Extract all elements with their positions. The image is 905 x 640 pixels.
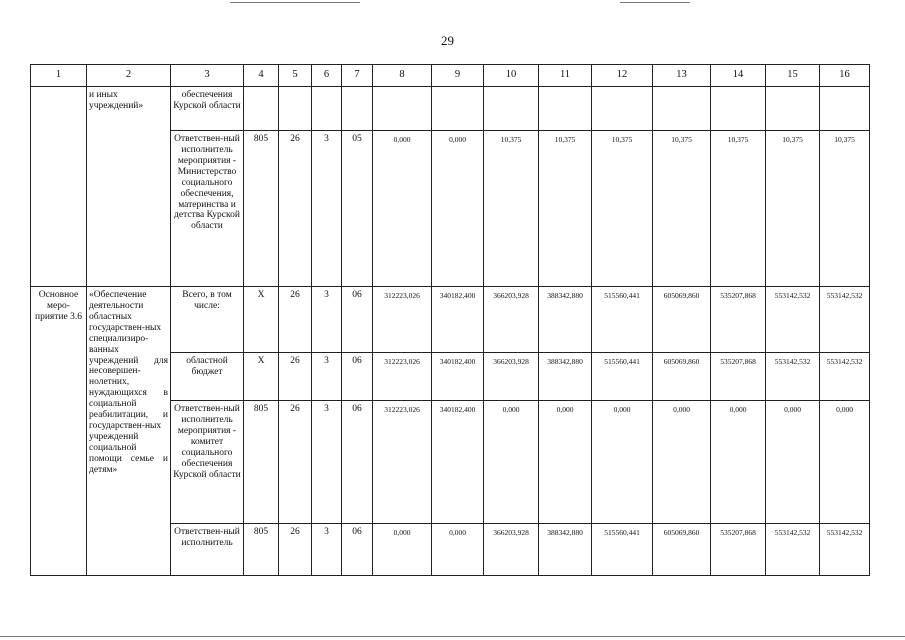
value-cell: 0,000 <box>484 401 539 524</box>
code-cell: 06 <box>342 401 373 524</box>
measure-name-cell: «Обеспечение деятельности областных государствен-ных специализиро-ванных учреждений для несовершен-нолетних, нуждающихся в социальной реабилитации, и государствен-ных учреждений социальной помощи семье и детям» <box>87 287 171 576</box>
code-cell: Х <box>244 353 279 401</box>
code-cell: 06 <box>342 287 373 353</box>
code-cell: 06 <box>342 353 373 401</box>
funding-source-cell: Всего, в том числе: <box>171 287 244 353</box>
funding-source-cell: Ответствен-ный исполнитель мероприятия - комитет социального обеспечения Курской области <box>171 401 244 524</box>
code-cell: 26 <box>279 401 312 524</box>
code-cell: 805 <box>244 524 279 576</box>
value-cell: 553142,532 <box>820 287 870 353</box>
funding-source-cell: Ответствен-ный исполнитель <box>171 524 244 576</box>
value-cell: 10,375 <box>766 131 820 287</box>
value-cell: 515560,441 <box>592 287 653 353</box>
column-header: 9 <box>432 65 484 87</box>
funding-source-cell: областной бюджет <box>171 353 244 401</box>
scan-edge-top-right <box>620 2 690 3</box>
value-cell: 553142,532 <box>766 287 820 353</box>
funding-source-cell: обеспечения Курской области <box>171 87 244 131</box>
table-header-row <box>31 65 870 87</box>
value-cell: 553142,532 <box>820 524 870 576</box>
value-cell: 10,375 <box>711 131 766 287</box>
value-cell: 10,375 <box>653 131 711 287</box>
column-header: 10 <box>484 65 539 87</box>
column-header: 13 <box>653 65 711 87</box>
column-header: 1 <box>31 65 87 87</box>
value-cell: 366203,928 <box>484 524 539 576</box>
value-cell: 0,000 <box>539 401 592 524</box>
value-cell: 535207,868 <box>711 353 766 401</box>
value-cell: 605069,860 <box>653 524 711 576</box>
budget-table <box>30 64 870 576</box>
column-header: 3 <box>171 65 244 87</box>
code-cell: 3 <box>312 287 342 353</box>
measure-name-cell: и иных учреждений» <box>87 87 171 287</box>
page-number: 29 <box>441 33 454 48</box>
code-cell: 3 <box>312 131 342 287</box>
value-cell: 388342,880 <box>539 353 592 401</box>
value-cell: 0,000 <box>432 131 484 287</box>
column-header: 5 <box>279 65 312 87</box>
funding-source-cell: Ответствен-ный исполнитель мероприятия - Министерство социального обеспечения, материнства и детства Курской области <box>171 131 244 287</box>
code-cell: 3 <box>312 353 342 401</box>
column-header: 15 <box>766 65 820 87</box>
column-header: 14 <box>711 65 766 87</box>
code-cell: 06 <box>342 524 373 576</box>
value-cell: 0,000 <box>820 401 870 524</box>
value-cell: 340182,400 <box>432 401 484 524</box>
value-cell: 605069,860 <box>653 353 711 401</box>
code-cell: Х <box>244 287 279 353</box>
value-cell: 312223,026 <box>373 401 432 524</box>
value-cell: 605069,860 <box>653 287 711 353</box>
column-header: 6 <box>312 65 342 87</box>
value-cell: 535207,868 <box>711 287 766 353</box>
value-cell: 388342,880 <box>539 524 592 576</box>
value-cell: 553142,532 <box>820 353 870 401</box>
value-cell: 340182,400 <box>432 287 484 353</box>
value-cell: 535207,868 <box>711 524 766 576</box>
value-cell: 10,375 <box>820 131 870 287</box>
code-cell: 26 <box>279 353 312 401</box>
table-row <box>31 87 870 131</box>
value-cell: 0,000 <box>766 401 820 524</box>
value-cell: 0,000 <box>432 524 484 576</box>
value-cell: 388342,880 <box>539 287 592 353</box>
code-cell: 26 <box>279 287 312 353</box>
code-cell: 805 <box>244 401 279 524</box>
column-header: 12 <box>592 65 653 87</box>
code-cell: 3 <box>312 401 342 524</box>
column-header: 4 <box>244 65 279 87</box>
value-cell: 10,375 <box>539 131 592 287</box>
value-cell: 312223,026 <box>373 353 432 401</box>
measure-number-cell: Основное меро-приятие 3.6 <box>31 287 87 576</box>
table-row <box>31 287 870 353</box>
value-cell: 515560,441 <box>592 353 653 401</box>
value-cell: 0,000 <box>653 401 711 524</box>
code-cell: 05 <box>342 131 373 287</box>
column-header: 8 <box>373 65 432 87</box>
column-header: 16 <box>820 65 870 87</box>
value-cell: 515560,441 <box>592 524 653 576</box>
value-cell: 312223,026 <box>373 287 432 353</box>
value-cell: 0,000 <box>373 524 432 576</box>
value-cell: 10,375 <box>592 131 653 287</box>
value-cell: 0,000 <box>711 401 766 524</box>
measure-number-cell <box>31 87 87 287</box>
code-cell: 3 <box>312 524 342 576</box>
value-cell: 553142,532 <box>766 353 820 401</box>
code-cell: 26 <box>279 524 312 576</box>
code-cell: 805 <box>244 131 279 287</box>
column-header: 11 <box>539 65 592 87</box>
value-cell: 366203,928 <box>484 353 539 401</box>
value-cell: 0,000 <box>373 131 432 287</box>
column-header: 7 <box>342 65 373 87</box>
scan-edge-bottom <box>0 636 905 637</box>
value-cell: 553142,532 <box>766 524 820 576</box>
code-cell: 26 <box>279 131 312 287</box>
value-cell: 10,375 <box>484 131 539 287</box>
value-cell: 366203,928 <box>484 287 539 353</box>
scan-edge-top-left <box>230 2 360 3</box>
column-header: 2 <box>87 65 171 87</box>
value-cell: 340182,400 <box>432 353 484 401</box>
value-cell: 0,000 <box>592 401 653 524</box>
